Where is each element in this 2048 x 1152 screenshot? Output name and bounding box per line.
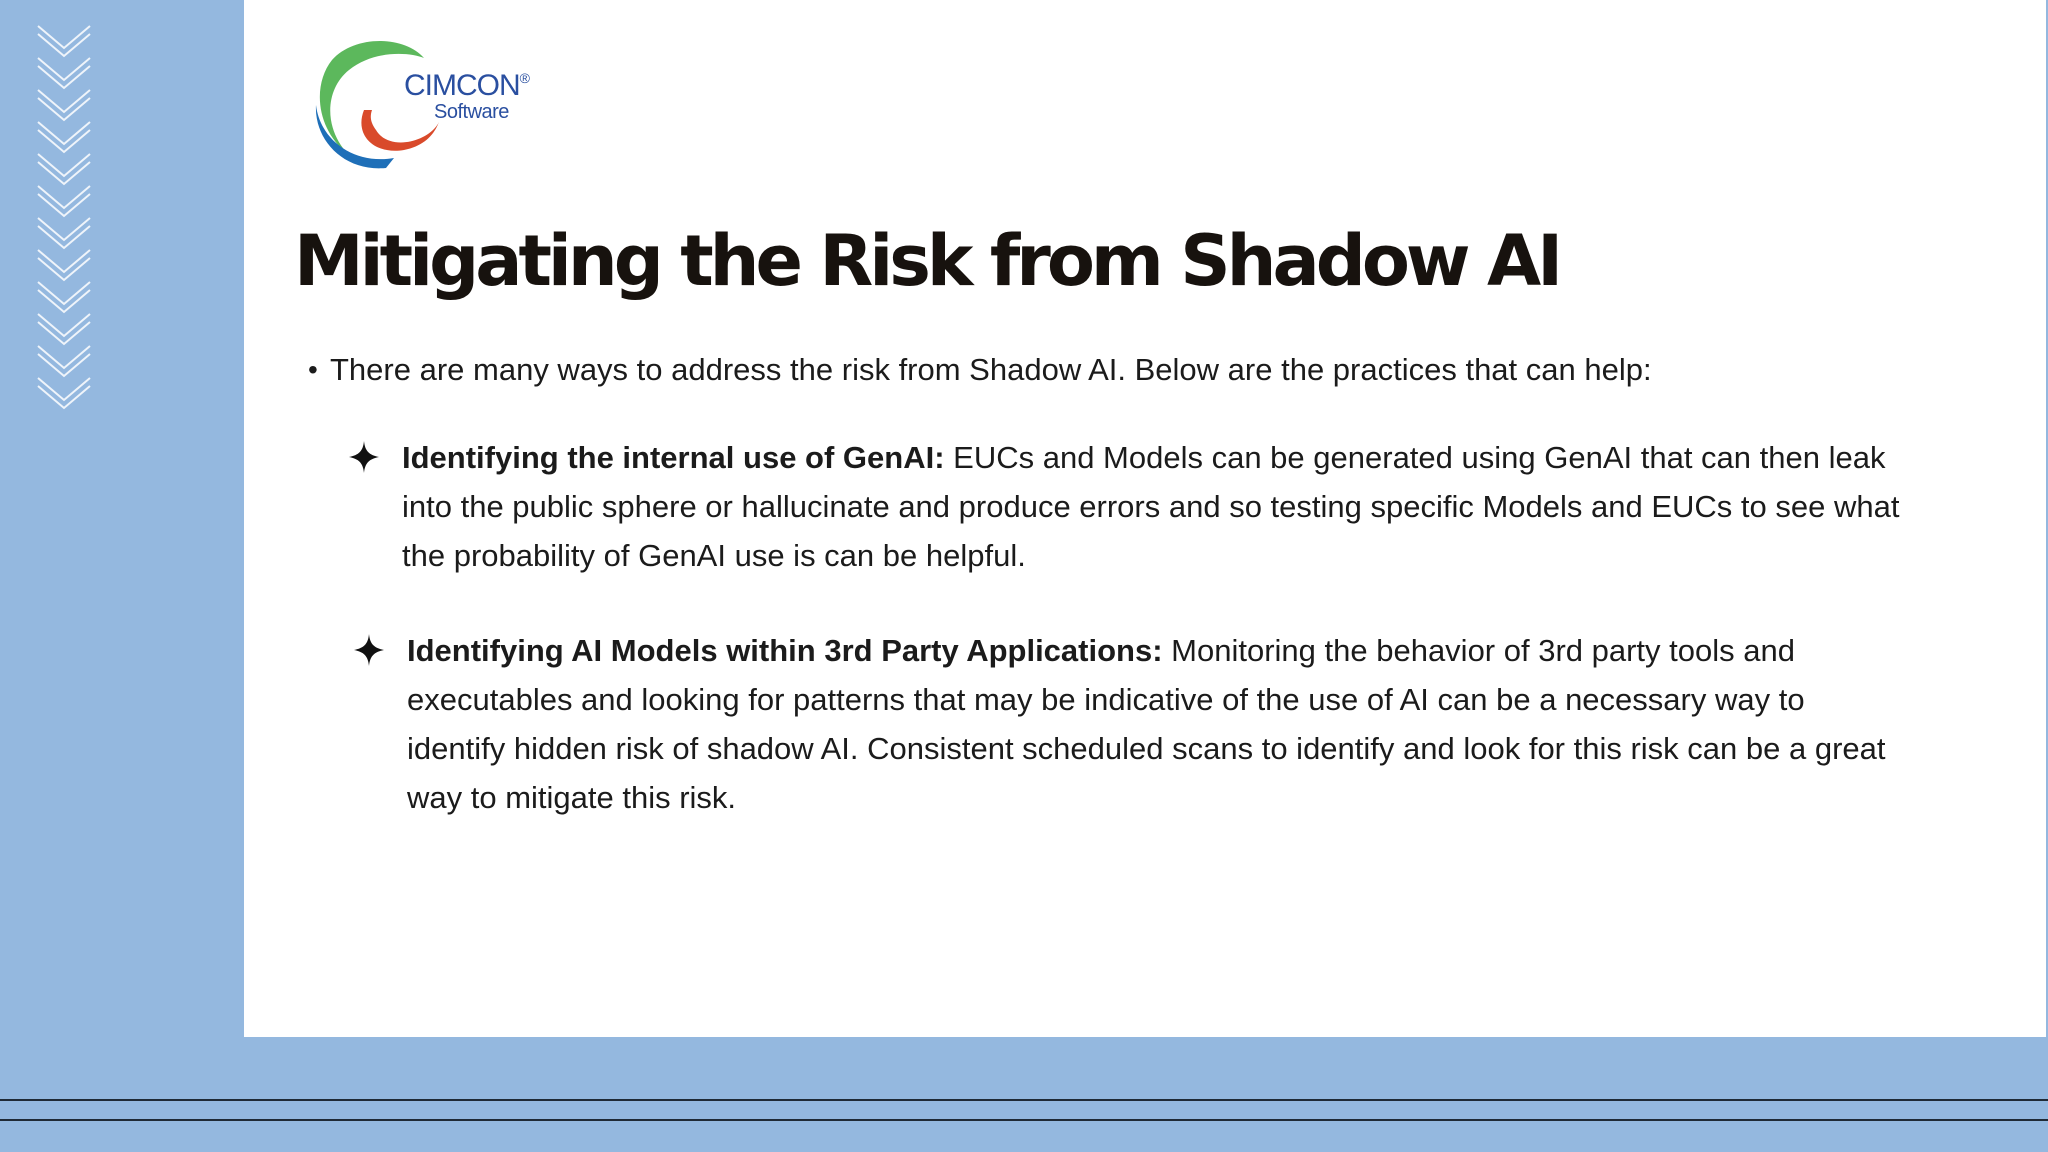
slide-card [244,0,2046,1037]
chevron-decoration [36,24,96,424]
practice-item-third-party [407,626,1907,822]
company-logo [294,30,530,170]
footer-rule [0,1119,2048,1121]
practice-text: EUCs and Models can be generated using GenAI that can then leak into the public sphere or hallucinate and produce errors and so testing specific Models and EUCs to see what the probability of GenAI use is can be helpful. [402,440,1900,573]
four-point-star-icon [352,626,386,675]
practice-heading: Identifying AI Models within 3rd Party Applications: [407,633,1163,668]
four-point-star-icon [347,433,381,482]
logo-name: CIMCON® [404,69,530,102]
intro-text: There are many ways to address the risk from Shadow AI. Below are the practices that can help: [330,352,1652,387]
chevron-pattern-icon [36,24,96,424]
footer-rule [0,1099,2048,1101]
logo-subtitle: Software [434,101,509,123]
bullet-dot-icon: • [308,354,318,385]
practice-text: Monitoring the behavior of 3rd party tools and executables and looking for patterns that may be indicative of the use of AI can be a necessary way to identify hidden risk of shadow AI. Consistent scheduled scans to identify and look for this risk can be a great way to mitigate this risk. [407,633,1886,815]
slide-title: Mitigating the Risk from Shadow AI [294,220,1560,302]
practice-heading: Identifying the internal use of GenAI: [402,440,945,475]
intro-bullet [308,350,1930,390]
practice-item-genai [402,433,1902,580]
